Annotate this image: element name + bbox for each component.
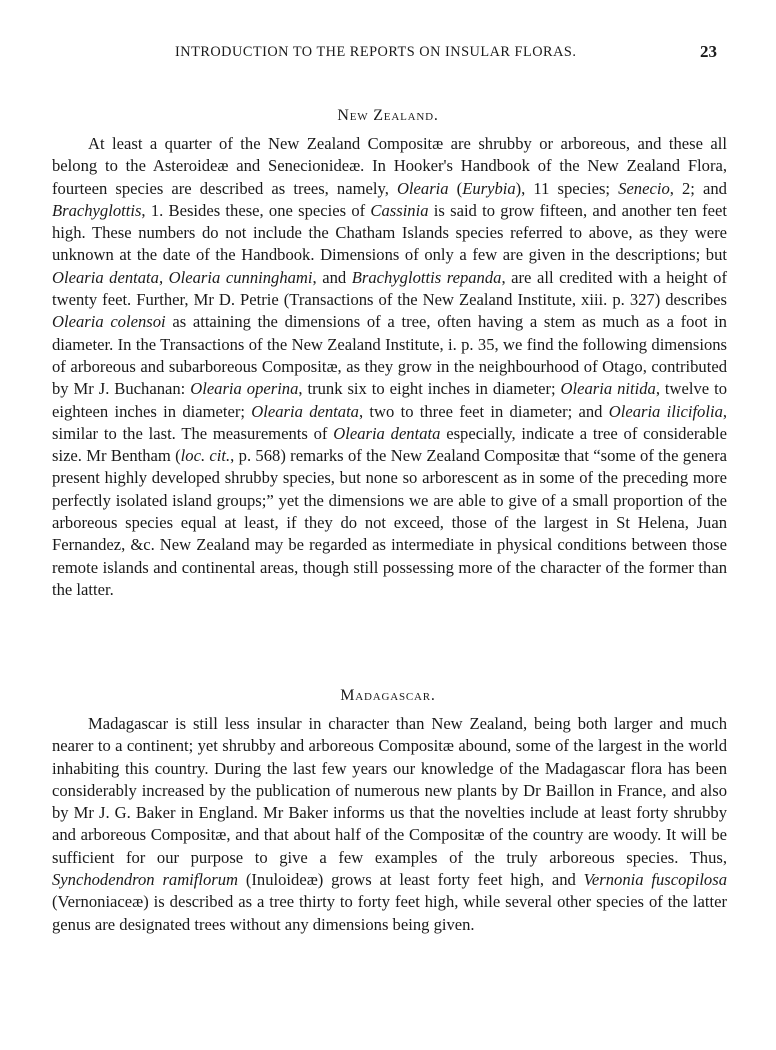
italic-term: Vernonia fuscopilosa [583,870,727,890]
italic-term: Synchodendron ramiflorum [52,870,239,890]
italic-term: Olearia operina [190,379,299,399]
italic-term: Olearia [396,178,449,198]
italic-term: Brachyglottis [52,200,142,220]
paragraph-new-zealand: At least a quarter of the New Zealand Compositæ are shrubby or arboreous, and these all belong to the Asteroideæ and Senecionideæ. In Hooker's Handbook of the New Zealand Flora, fourteen species are described as trees, namely, Olearia (Eurybia), 11 species; Senecio, 2; and Brachyglottis, 1. Besides these, one species of Cassinia is said to grow fifteen, and another ten feet high. These numbers do not include the Chatham Islands species referred to above, as they were unknown at the date of the Handbook. Dimensions of only a few are given in the descriptions; but Olearia dentata, Olearia cunninghami, and Brachyglottis repanda, are all credited with a height of twenty feet. Further, Mr D. Petrie (Transactions of the New Zealand Institute, xiii. p. 327) describes Olearia colensoi as attaining the dimensions of a tree, often having a stem as much as a foot in diameter. In the Transactions of the New Zealand Institute, i. p. 35, we find the following dimensions of arboreous and subarboreous Compositæ, as they grow in the neighbourhood of Otago, contributed by Mr J. Buchanan: Olearia operina, trunk six to eight inches in diameter; Olearia nitida, twelve to eighteen inches in diameter; Olearia dentata, two to three feet in diameter; and Olearia ilicifolia, similar to the last. The measurements of Olearia dentata especially, indicate a tree of considerable size. Mr Bentham (loc. cit., p. 568) remarks of the New Zealand Compositæ that “some of the genera present highly developed shrubby species, but none so arborescent as in some of the preceding more perfectly isolated island groups;” yet the dimensions we are able to give of a small proportion of the arboreous species equal at least, if they do not exceed, those of the largest in St Helena, Juan Fernandez, &c. New Zealand may be regarded as intermediate in physical conditions between those remote islands and continental areas, though still possessing more of the character of the former than the latter. [52,134,728,599]
paragraph-madagascar: Madagascar is still less insular in character than New Zealand, being both larger and much nearer to a continent; yet shrubby and arboreous Compositæ abound, some of the largest in the world inhabiting this country. During the last few years our knowledge of the Madagascar flora has been considerably increased by the publication of numerous new plants by Dr Baillon in France, and also by Mr J. G. Baker in England. Mr Baker informs us that the novelties include at least forty shrubby and arboreous Compositæ, and that about half of the Compositæ of the country are woody. It will be sufficient for our purpose to give a few examples of the truly arboreous species. Thus, Synchodendron ramiflorum (Inuloideæ) grows at least forty feet high, and Vernonia fuscopilosa (Vernoniaceæ) is described as a tree thirty to forty feet high, while several other species of the latter genus are designated trees without any dimensions being given. [52,714,727,934]
italic-term: Olearia colensoi [52,312,166,332]
italic-term: Cassinia [370,200,429,220]
italic-term: Eurybia [462,178,516,198]
running-head [0,44,776,68]
page-number: 23 [700,42,717,61]
running-title: INTRODUCTION TO THE REPORTS ON INSULAR FLORAS. [175,44,577,60]
italic-term: Olearia dentata [333,423,441,443]
italic-term: Olearia nitida [560,379,656,399]
italic-term: Olearia dentata [251,401,359,421]
italic-term: loc. cit. [180,446,231,466]
italic-term: Senecio [618,178,670,198]
section-heading-madagascar: Madagascar. [340,687,436,704]
italic-term: Olearia ilicifolia [608,401,723,421]
italic-term: Brachyglottis repanda [351,267,502,287]
italic-term: Olearia dentata, Olearia cunninghami [52,267,313,287]
section-heading-new-zealand: New Zealand. [337,107,439,124]
